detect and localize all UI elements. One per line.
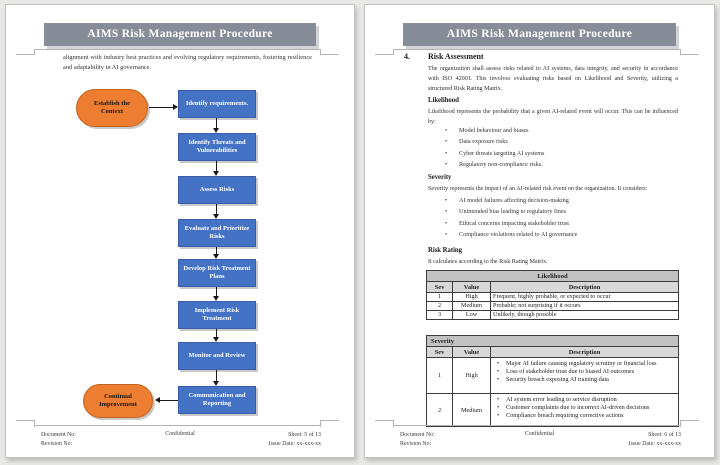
table-bullet-item: • Customer complaints due to incorrect AI-driven decisions [492, 404, 677, 412]
page-left [5, 4, 355, 458]
column-header-description: Description [491, 282, 679, 293]
flow-step-label: Develop Risk Treatment Plans [183, 264, 251, 280]
footer-revision-no: Revision No: [41, 441, 73, 447]
table-bullet-item: • Compliance breach requiring corrective actions [492, 412, 677, 420]
flow-arrow-down [216, 118, 217, 128]
body-paragraph: alignment with industry best practices and evolving regulatory requirements, fostering resilience and adaptability in AI governance. [63, 54, 312, 71]
likelihood-table [426, 270, 679, 320]
flow-improvement-node [83, 384, 153, 418]
flow-arrow-down [216, 161, 217, 171]
severity-heading: Severity [428, 174, 452, 181]
page-right [364, 4, 715, 458]
table-bullet-item: • Major AI failure causing regulatory scrutiny or financial loss [492, 360, 677, 368]
cell-value: Medium [453, 394, 491, 427]
table-bullet-item: • Security breach exposing AI training data [492, 376, 677, 384]
flow-step-label: Implement Risk Treatment [194, 306, 240, 322]
page-header-banner [44, 23, 316, 46]
footer-sheet-number: Sheet: 5 of 13 [288, 432, 321, 438]
footer-document-no: Document No: [41, 432, 76, 438]
footer-confidential: Confidential [165, 431, 195, 437]
flow-step-evaluate-prioritize [178, 219, 256, 247]
bullet-item: • Compliance violations related to AI governance [444, 231, 672, 242]
table-bullet-item: • Loss of stakeholder trust due to biased AI outcomes [492, 368, 677, 376]
risk-rating-heading: Risk Rating [428, 247, 463, 254]
cell-sev: 1 [427, 293, 453, 302]
flow-start-node [76, 89, 148, 127]
table-row [427, 311, 679, 320]
flow-step-identify-threats [178, 133, 256, 161]
column-header-sev: Sev [427, 347, 453, 358]
bullet-item: • Unintended bias leading to regulatory fines [444, 208, 672, 219]
header-boundary-line [34, 49, 321, 50]
flow-arrow-start-to-step1 [149, 107, 173, 108]
footer-confidential: Confidential [524, 431, 555, 437]
header-boundary-line [393, 49, 681, 50]
cell-description: Unlikely, though possible [491, 311, 679, 320]
footer-issue-date: Issue Date: xx-xxx-xx [268, 441, 321, 447]
risk-rating-text: It calculates according to the Risk Rating Matrix. [428, 258, 548, 265]
section-heading [404, 52, 678, 62]
flow-arrow-down [216, 247, 217, 254]
footer-right [629, 431, 681, 449]
section-intro-paragraph: The organization shall assess risks related to AI systems, data integrity, and security in accordance with ISO 42001. This involves evaluating risks based on Likelihood and Severity, utilizing a structured Risk Rating Matrix. [428, 65, 678, 92]
table-row [427, 293, 679, 302]
flow-start-label: Establish the Context [94, 99, 130, 115]
flow-arrow-down [216, 204, 217, 214]
severity-bullet-list [444, 197, 672, 243]
header-title: AIMS Risk Management Procedure [446, 28, 633, 40]
section-number: 4. [404, 52, 410, 61]
flow-step-monitor-review [178, 342, 256, 370]
likelihood-intro: Likelihood represents the probability that a given AI-related event will occur. This can be influenced by: [428, 108, 678, 125]
bullet-item: • Data exposure risks [444, 138, 672, 149]
flow-step-assess-risks [178, 176, 256, 204]
footer-issue-date: Issue Date: xx-xxx-xx [628, 441, 681, 447]
flow-arrow-down [216, 329, 217, 337]
severity-intro: Severity represents the impact of an AI-related risk event on the organization. It considers: [428, 185, 648, 192]
cell-description [491, 358, 679, 394]
bullet-item: • Cyber threats targeting AI systems [444, 150, 672, 161]
cell-value: Low [453, 311, 491, 320]
footer-right [269, 431, 321, 449]
bullet-item: • Ethical concerns impacting stakeholder trust [444, 220, 672, 231]
flow-step-label: Evaluate and Prioritize Risks [184, 224, 250, 240]
flow-step-communication-reporting [178, 386, 256, 414]
flow-arrow-step8-to-improvement [160, 400, 178, 401]
cell-sev: 2 [427, 394, 453, 427]
footer-boundary-line [393, 425, 681, 426]
footer-boundary-line [34, 425, 321, 426]
header-title: AIMS Risk Management Procedure [87, 28, 273, 40]
table-row [427, 358, 679, 394]
severity-table-title: Severity [427, 336, 679, 347]
flow-step-label: Assess Risks [199, 185, 235, 193]
flow-step-label: Identify requirements. [185, 99, 249, 107]
column-header-sev: Sev [427, 282, 453, 293]
bullet-item: • Regulatory non-compliance risks. [444, 161, 672, 172]
table-row [427, 394, 679, 427]
flow-step-identify-requirements [178, 90, 256, 118]
cell-sev: 3 [427, 311, 453, 320]
flow-step-label: Monitor and Review [188, 351, 246, 359]
page-header-banner [403, 23, 676, 46]
cell-value: High [453, 358, 491, 394]
cell-value: High [453, 293, 491, 302]
table-row [427, 302, 679, 311]
cell-sev: 1 [427, 358, 453, 394]
cell-description: Frequent, highly probable, or expected to occur [491, 293, 679, 302]
likelihood-bullet-list [444, 127, 672, 173]
flow-step-label: Identify Threats and Vulnerabilities [188, 138, 246, 154]
table-bullet-item: • AI system error leading to service disruption [492, 396, 677, 404]
cell-sev: 2 [427, 302, 453, 311]
column-header-value: Value [453, 282, 491, 293]
cell-description: Probable; not surprising if it occurs [491, 302, 679, 311]
column-header-description: Description [491, 347, 679, 358]
bullet-item: • AI model failures affecting decision-making [444, 197, 672, 208]
flow-arrow-down [216, 370, 217, 381]
flow-arrow-down [216, 287, 217, 296]
likelihood-heading: Likelihood [428, 97, 459, 104]
footer-sheet-number: Sheet: 6 of 13 [648, 432, 681, 438]
flow-step-develop-plans [178, 259, 256, 287]
footer-document-no: Document No: [400, 432, 435, 438]
footer-revision-no: Revision No: [400, 441, 432, 447]
cell-value: Medium [453, 302, 491, 311]
flow-step-label: Communication and Reporting [188, 391, 246, 407]
cell-description [491, 394, 679, 427]
flow-step-implement-treatment [178, 301, 256, 329]
likelihood-table-title: Likelihood [427, 271, 679, 282]
bullet-item: • Model behaviour and biases [444, 127, 672, 138]
flow-improvement-label: Continual Improvement [99, 392, 137, 408]
section-title: Risk Assessment [428, 52, 484, 61]
severity-table [426, 335, 679, 427]
column-header-value: Value [453, 347, 491, 358]
